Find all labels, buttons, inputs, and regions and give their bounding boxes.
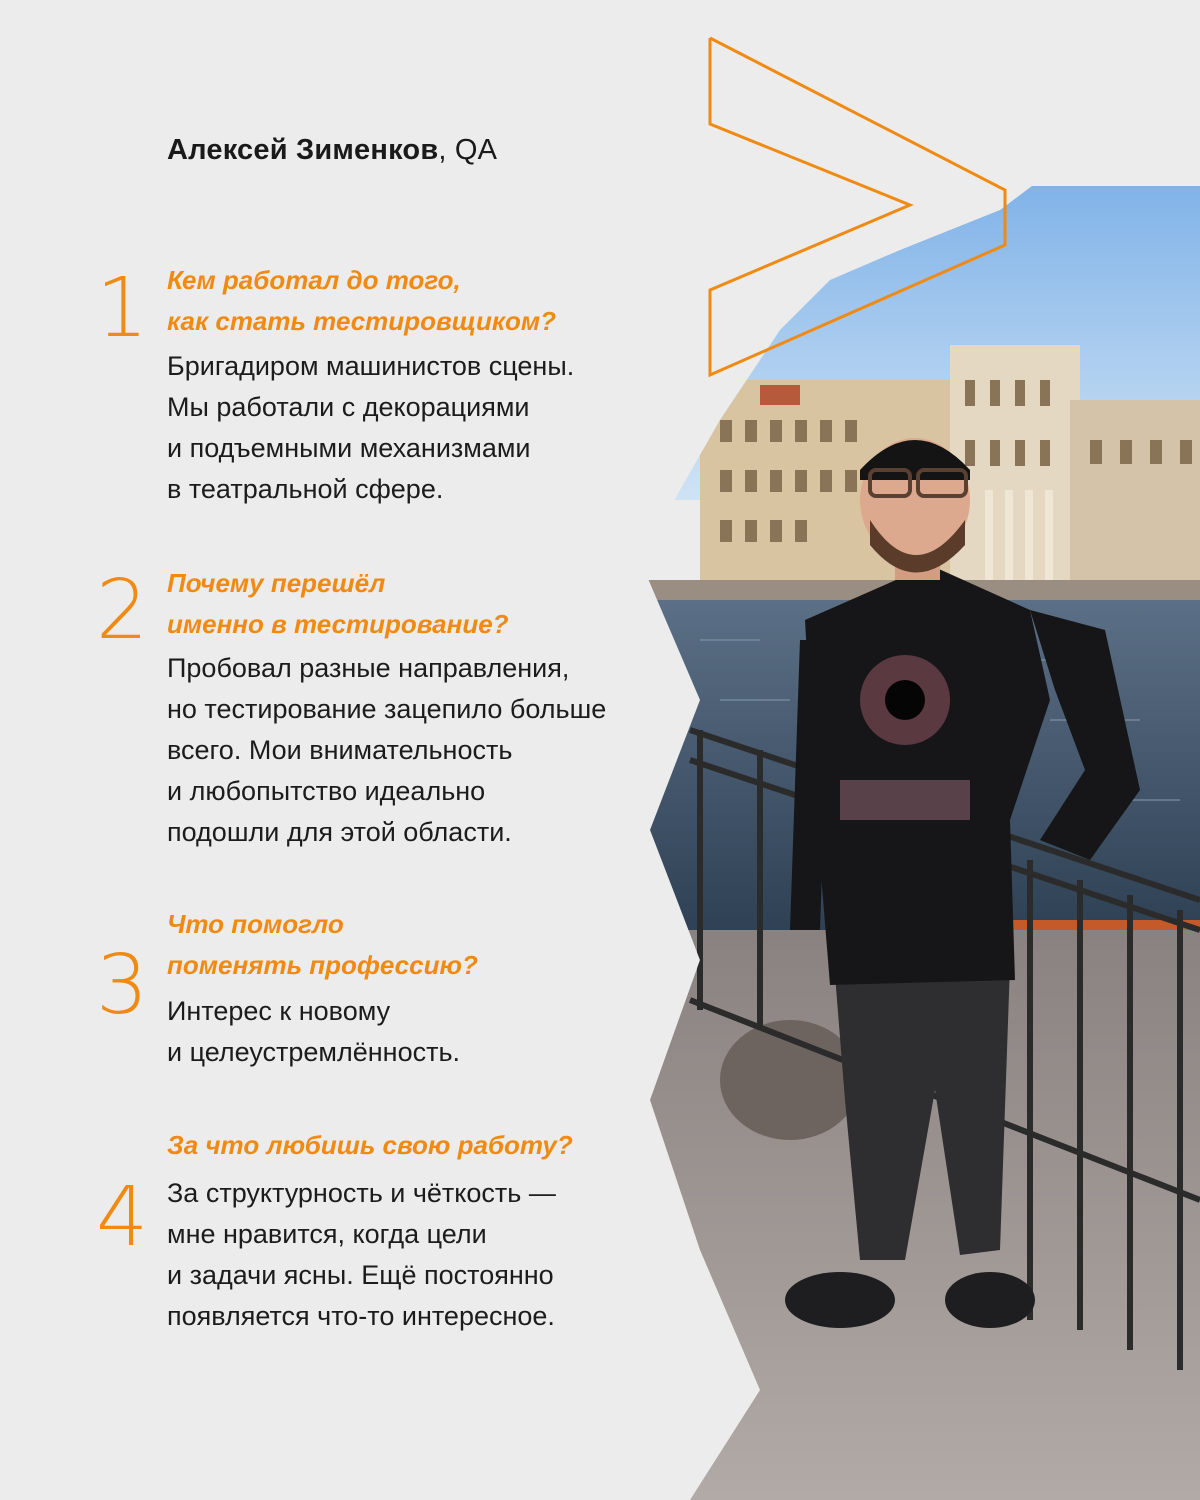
author-role: QA bbox=[454, 134, 498, 166]
header-separator: , bbox=[438, 134, 455, 166]
item-number: 4 bbox=[96, 1170, 149, 1265]
item-question: Почему перешёл именно в тестирование? bbox=[167, 568, 509, 639]
item-answer: За структурность и чёткость — мне нравится, когда цели и задачи ясны. Ещё постоянно появляется что-то интересное. bbox=[167, 1178, 556, 1331]
item-number: 2 bbox=[96, 563, 149, 658]
item-answer: Бригадиром машинистов сцены. Мы работали с декорациями и подъемными механизмами в театральной сфере. bbox=[167, 351, 575, 504]
author-header bbox=[167, 132, 497, 168]
item-number: 1 bbox=[96, 261, 149, 356]
item-question: Что помогло поменять профессию? bbox=[167, 909, 478, 980]
item-question: Кем работал до того, как стать тестировщиком? bbox=[167, 265, 557, 336]
item-answer: Интерес к новому и целеустремлённость. bbox=[167, 996, 461, 1067]
item-answer: Пробовал разные направления, но тестирование зацепило больше всего. Мои внимательность и любопытство идеально подошли для этой области. bbox=[167, 653, 607, 847]
item-number: 3 bbox=[96, 938, 149, 1033]
author-name: Алексей Зименков bbox=[167, 134, 439, 166]
item-question: За что любишь свою работу? bbox=[167, 1130, 573, 1160]
